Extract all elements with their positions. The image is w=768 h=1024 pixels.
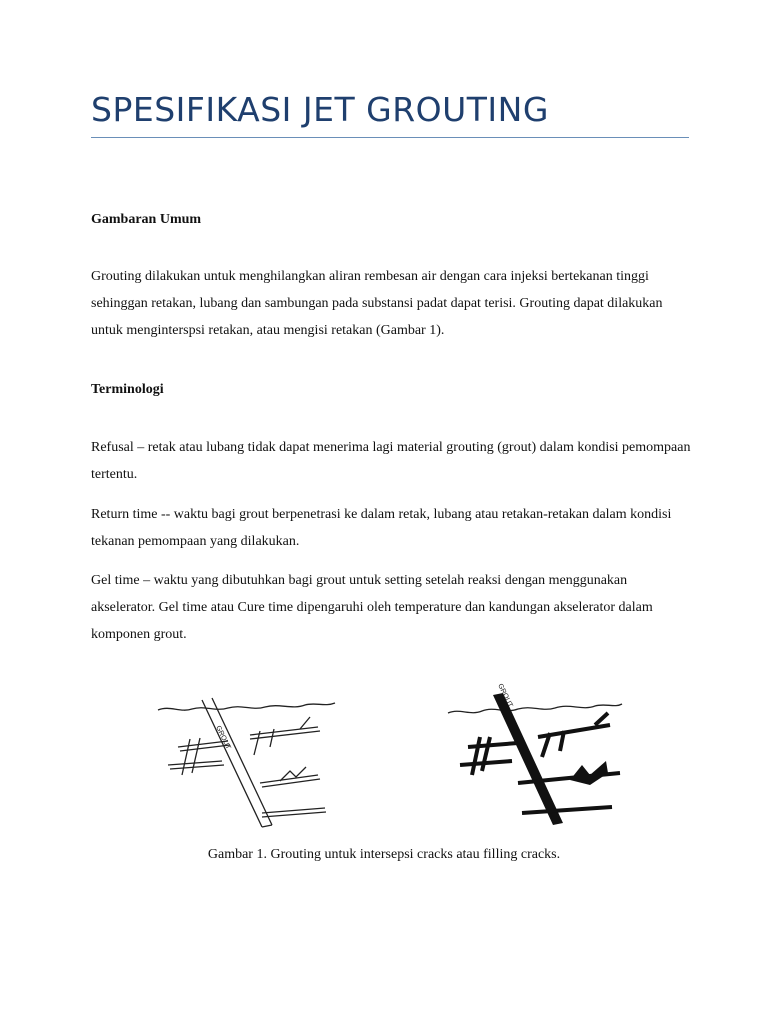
page-title: SPESIFIKASI JET GROUTING (91, 90, 549, 129)
figure-caption: Gambar 1. Grouting untuk intersepsi cracks atau filling cracks. (207, 847, 561, 862)
overview-paragraph: Grouting dilakukan untuk menghilangkan aliran rembesan air dengan cara injeksi bertekanan tinggi sehinggan retakan, lubang dan sambungan pada substansi padat dapat terisi. Grouting dapat dilakukan untuk menginterspsi retakan, atau mengisi retakan (Gambar 1). (91, 269, 663, 338)
right-grout-label: GROUT (496, 682, 514, 709)
title-divider (91, 137, 689, 138)
term-refusal: Refusal – retak atau lubang tidak dapat menerima lagi material grouting (grout) dalam kondisi pemompaan tertentu. (91, 440, 691, 482)
term-gel-time: Gel time – waktu yang dibutuhkan bagi grout untuk setting setelah reaksi dengan menggunakan akselerator. Gel time atau Cure time dipengaruhi oleh temperature dan kandungan akselerator dalam komponen grout. (91, 573, 653, 642)
left-grout-label: GROUT (214, 724, 232, 751)
figure-intercept-cracks (158, 698, 335, 827)
term-return-time: Return time -- waktu bagi grout berpenetrasi ke dalam retak, lubang atau retakan-retakan dalam kondisi tekanan pemompaan yang dilakukan. (91, 507, 672, 549)
section-heading-overview: Gambaran Umum (91, 212, 202, 227)
section-heading-terminology: Terminologi (91, 382, 164, 397)
figure-grouting-illustrations (150, 665, 630, 835)
figure-filling-cracks (448, 683, 622, 825)
